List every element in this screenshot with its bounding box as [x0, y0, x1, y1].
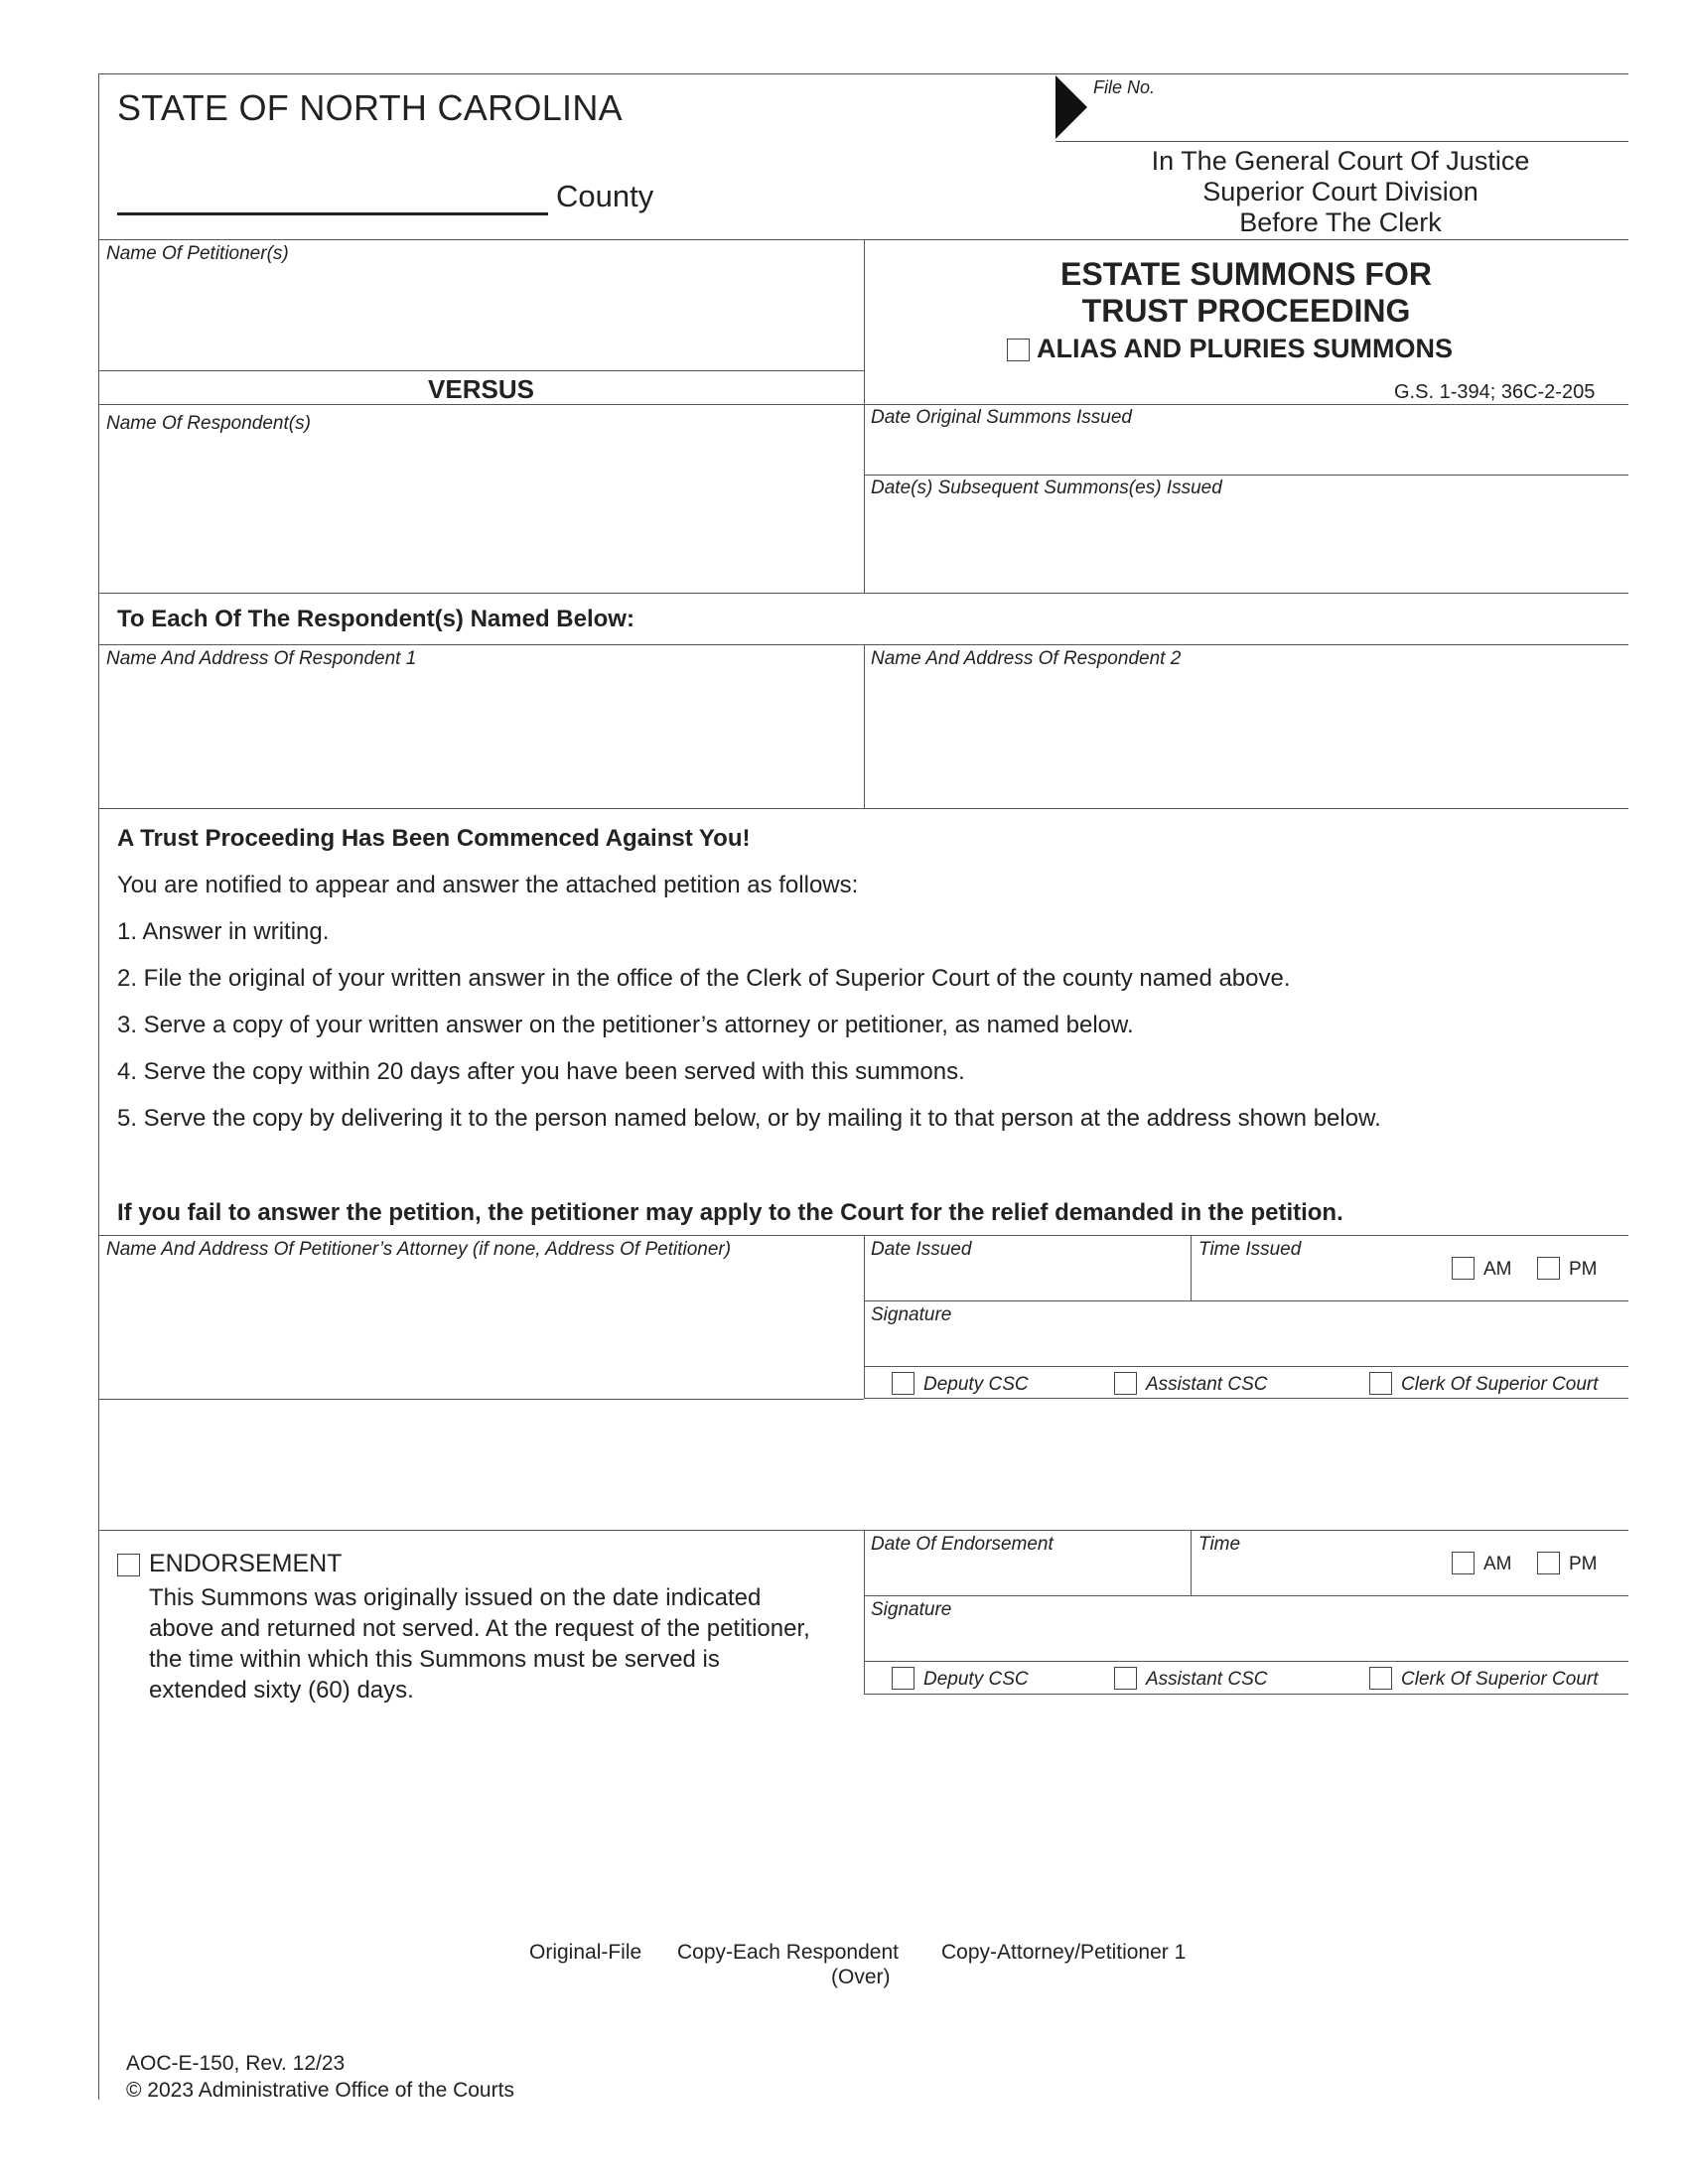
notice-item-5: 5. Serve the copy by delivering it to the person named below, or by mailing it to that person at the address shown below.: [117, 1105, 1381, 1132]
respondents-divider: [864, 644, 865, 808]
endorsement-signature-input[interactable]: [871, 1624, 1620, 1658]
endorsement-assistant-label: Assistant CSC: [1146, 1669, 1268, 1690]
date-issued-input[interactable]: [871, 1263, 1185, 1297]
endorsement-time-input[interactable]: [1198, 1559, 1447, 1592]
issue-am-label: AM: [1483, 1259, 1512, 1280]
time-issued-label: Time Issued: [1198, 1239, 1302, 1260]
endorsement-clerk-label: Clerk Of Superior Court: [1401, 1669, 1599, 1690]
endorsement-date-bottom-line: [864, 1595, 1628, 1596]
endorsement-text-line-4: extended sixty (60) days.: [149, 1677, 414, 1704]
attorney-bottom-line: [98, 1399, 864, 1400]
title-bottom-line: [864, 404, 1628, 405]
county-label: County: [556, 179, 654, 213]
issue-pm-checkbox[interactable]: [1537, 1257, 1560, 1280]
file-no-top-line: [1055, 73, 1628, 74]
over-label: (Over): [831, 1966, 891, 1988]
notice-item-2: 2. File the original of your written answer in the office of the Clerk of Superior Court of the county named above.: [117, 965, 1291, 992]
endorsement-signature-bottom-line: [864, 1661, 1628, 1662]
endorsement-clerk-checkbox[interactable]: [1369, 1667, 1392, 1690]
respondent-2-label: Name And Address Of Respondent 2: [871, 648, 1182, 669]
issue-signature-label: Signature: [871, 1304, 952, 1325]
endorsement-date-input[interactable]: [871, 1559, 1185, 1592]
respondent-1-label: Name And Address Of Respondent 1: [106, 648, 417, 669]
endorsement-text-line-2: above and returned not served. At the request of the petitioner,: [149, 1615, 810, 1642]
alias-label: ALIAS AND PLURIES SUMMONS: [1037, 334, 1454, 363]
form-title-line-2: TRUST PROCEEDING: [1081, 293, 1411, 329]
respondent-input[interactable]: [104, 437, 859, 588]
endorsement-text-line-3: the time within which this Summons must be served is: [149, 1646, 720, 1673]
notice-heading: A Trust Proceeding Has Been Commenced Against You!: [117, 825, 751, 852]
endorsement-pm-label: PM: [1569, 1554, 1598, 1574]
issue-am-checkbox[interactable]: [1452, 1257, 1475, 1280]
endorsement-pm-checkbox[interactable]: [1537, 1552, 1560, 1574]
date-original-input[interactable]: [871, 432, 1620, 470]
endorsement-heading: ENDORSEMENT: [149, 1550, 343, 1577]
attorney-input[interactable]: [104, 1264, 859, 1393]
issue-deputy-label: Deputy CSC: [923, 1374, 1029, 1395]
petitioner-input[interactable]: [104, 268, 859, 365]
respondents-heading: To Each Of The Respondent(s) Named Below:: [117, 606, 634, 632]
court-line-1: In The General Court Of Justice: [1151, 146, 1530, 176]
parties-bottom-line: [98, 593, 1628, 594]
form-title-line-1: ESTATE SUMMONS FOR: [1060, 256, 1432, 292]
date-subsequent-input[interactable]: [871, 502, 1620, 588]
file-no-bottom-line: [1055, 141, 1628, 142]
endorsement-am-checkbox[interactable]: [1452, 1552, 1475, 1574]
distribution-respondent: Copy-Each Respondent: [677, 1941, 899, 1964]
notice-warning: If you fail to answer the petition, the petitioner may apply to the Court for the relief demanded in the petition.: [117, 1199, 1343, 1226]
notice-intro: You are notified to appear and answer the attached petition as follows:: [117, 872, 859, 898]
distribution-original: Original-File: [529, 1941, 642, 1964]
notice-item-4: 4. Serve the copy within 20 days after you have been served with this summons.: [117, 1058, 965, 1085]
statute-label: G.S. 1-394; 36C-2-205: [1394, 381, 1596, 403]
file-no-label: File No.: [1093, 77, 1156, 97]
form-number: AOC-E-150, Rev. 12/23: [126, 2052, 346, 2075]
notice-item-3: 3. Serve a copy of your written answer on the petitioner’s attorney or petitioner, as named below.: [117, 1012, 1134, 1038]
distribution-attorney: Copy-Attorney/Petitioner 1: [941, 1941, 1187, 1964]
versus-label: VERSUS: [428, 374, 534, 404]
court-info: [1092, 146, 1589, 238]
petitioner-bottom-line: [98, 370, 864, 371]
file-no-input[interactable]: [1102, 83, 1618, 137]
form-title: [993, 256, 1499, 330]
copyright: © 2023 Administrative Office of the Courts: [126, 2079, 514, 2102]
time-issued-input[interactable]: [1198, 1263, 1447, 1297]
endorsement-checkbox[interactable]: [117, 1554, 140, 1576]
date-original-label: Date Original Summons Issued: [871, 407, 1132, 428]
endorsement-deputy-label: Deputy CSC: [923, 1669, 1029, 1690]
endorsement-am-label: AM: [1483, 1554, 1512, 1574]
top-border: [98, 73, 1057, 74]
endorsement-clerk-bottom-line: [864, 1694, 1628, 1695]
endorsement-deputy-checkbox[interactable]: [892, 1667, 914, 1690]
respondent-2-input[interactable]: [871, 673, 1620, 802]
issue-deputy-checkbox[interactable]: [892, 1372, 914, 1395]
court-line-3: Before The Clerk: [1239, 207, 1442, 237]
issue-date-bottom-line: [864, 1300, 1628, 1301]
endorsement-date-label: Date Of Endorsement: [871, 1534, 1054, 1555]
respondent-1-input[interactable]: [104, 673, 859, 802]
court-line-2: Superior Court Division: [1202, 177, 1478, 206]
issue-signature-input[interactable]: [871, 1328, 1620, 1362]
issue-clerk-checkbox[interactable]: [1369, 1372, 1392, 1395]
state-title: STATE OF NORTH CAROLINA: [117, 87, 623, 128]
issue-pm-label: PM: [1569, 1259, 1598, 1280]
date-subsequent-label: Date(s) Subsequent Summons(es) Issued: [871, 478, 1222, 498]
alias-checkbox[interactable]: [1007, 339, 1030, 361]
file-no-arrow-icon: [1055, 75, 1087, 139]
endorsement-signature-label: Signature: [871, 1599, 952, 1620]
endorsement-time-divider: [1191, 1530, 1192, 1595]
issue-clerk-label: Clerk Of Superior Court: [1401, 1374, 1599, 1395]
issue-clerk-bottom-line: [864, 1398, 1628, 1399]
endorsement-time-label: Time: [1198, 1534, 1241, 1555]
issue-assistant-checkbox[interactable]: [1114, 1372, 1137, 1395]
date-issued-label: Date Issued: [871, 1239, 972, 1260]
endorsement-assistant-checkbox[interactable]: [1114, 1667, 1137, 1690]
issue-signature-bottom-line: [864, 1366, 1628, 1367]
issue-assistant-label: Assistant CSC: [1146, 1374, 1268, 1395]
respondents-bottom-line: [98, 808, 1628, 809]
issue-divider: [864, 1235, 865, 1399]
endorsement-text-line-1: This Summons was originally issued on the date indicated: [149, 1584, 762, 1611]
petitioner-label: Name Of Petitioner(s): [106, 243, 289, 264]
notice-item-1: 1. Answer in writing.: [117, 918, 330, 945]
date-original-bottom-line: [864, 475, 1628, 476]
county-input-line[interactable]: [117, 212, 548, 215]
respondent-label: Name Of Respondent(s): [106, 413, 311, 434]
parties-divider: [864, 239, 865, 593]
attorney-label: Name And Address Of Petitioner’s Attorney (if none, Address Of Petitioner): [106, 1239, 732, 1260]
endorsement-text: [149, 1582, 810, 1706]
endorsement-divider: [864, 1530, 865, 1695]
issue-time-divider: [1191, 1235, 1192, 1300]
